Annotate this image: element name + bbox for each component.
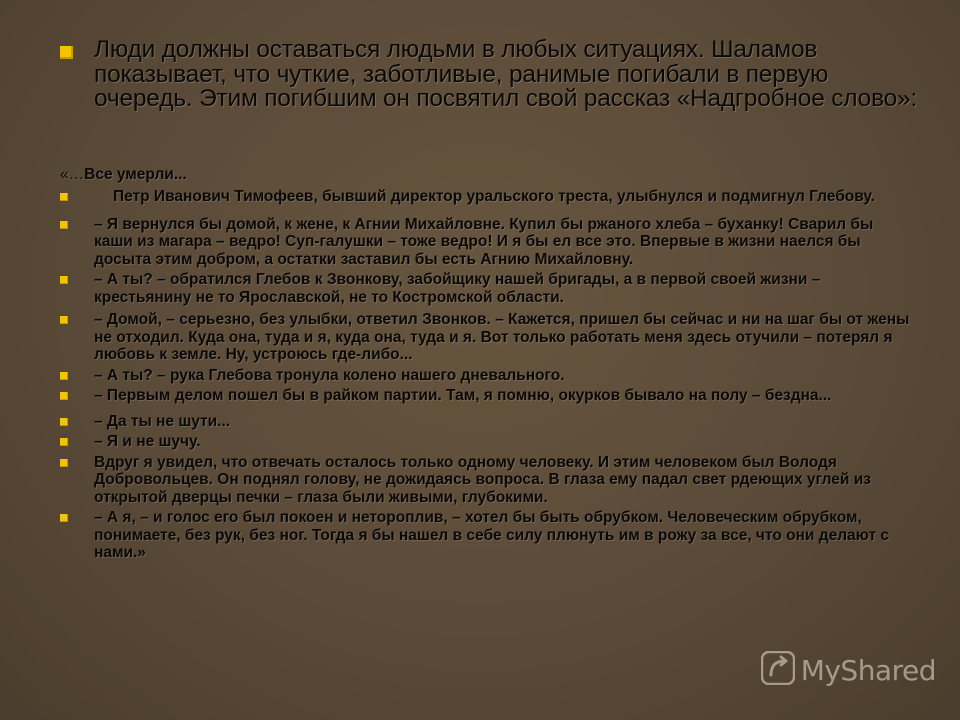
list-item-text: Вдруг я увидел, что отвечать осталось только одному человеку. И этим человеком был Володя Добровольцев. Он поднял голову, не дожидаясь вопроса. В глаза ему падал свет рдеющих углей из открытой дверцы печки – глаза были живыми, глубокими. [94,453,871,506]
list-item [60,367,910,385]
list-item [60,216,910,269]
bullet-square-icon [60,392,68,400]
list-item [60,311,910,364]
watermark-text: MyShared [800,654,936,687]
list-item [60,271,910,306]
list-item [60,433,910,451]
bullet-square-icon [60,193,68,201]
list-item-text: – Я вернулся бы домой, к жене, к Агнии Михайловне. Купил бы ржаного хлеба – буханку! Сварил бы каши из магара – ведро! Суп-галушки – тоже ведро! И я бы ел все это. Впервые в жизни наелся бы досыта этим добром, а остатки заставил бы есть Агнию Михайловну. [94,215,874,268]
bullet-square-icon [60,46,73,59]
list-item-text: – Первым делом пошел бы в райком партии. Там, я помню, окурков бывало на полу – бездна... [94,387,832,404]
watermark [761,651,936,690]
myshared-logo-icon [761,651,795,690]
list-item [60,509,910,562]
quote-intro [60,166,187,184]
list-item-text: – А ты? – рука Глебова тронула колено нашего дневального. [94,366,565,384]
list-item [60,188,910,206]
list-item-text: – Домой, – серьезно, без улыбки, ответил Звонков. – Кажется, пришел бы сейчас и ни на шаг бы от жены не отходил. Куда она, туда и я, куда она, туда и я. Вот только работать меня здесь отучили – потерял я любовь к земле. Ну, устроюсь где-либо... [94,311,910,363]
bullet-square-icon [60,418,68,426]
list-item [60,387,910,405]
bullet-square-icon [60,276,68,284]
bullet-square-icon [60,514,68,522]
quote-open-mark: «… [60,166,85,183]
list-item-text: – А ты? – обратился Глебов к Звонкову, забойщику нашей бригады, а в первой своей жизни – крестьянину не то Ярославской, не то Костромской области. [94,271,821,306]
bullet-square-icon [60,372,68,380]
list-item-text: – Я и не шучу. [94,433,201,450]
list-item [60,413,910,431]
bullet-square-icon [60,316,68,324]
list-item-text: – А я, – и голос его был покоен и нетороплив, – хотел бы быть обрубком. Человеческим обрубком, понимаете, без рук, без ног. Тогда я бы нашел в себе силу плюнуть им в рожу за все, что они делают с нами.» [94,509,890,561]
list-item-text: – Да ты не шути... [94,412,231,430]
list-item [60,454,910,507]
bullet-square-icon [60,459,68,467]
bullet-square-icon [60,221,68,229]
headline-block [60,38,920,112]
list-item-text: Петр Иванович Тимофеев, бывший директор уральского треста, улыбнулся и подмигнул Глебову. [113,188,875,205]
quote-list [60,188,910,562]
headline-text: Люди должны оставаться людьми в любых ситуациях. Шаламов показывает, что чуткие, заботливые, ранимые погибали в первую очередь. Этим погибшим он посвятил свой рассказ «Надгробное слово»: [94,36,918,112]
quote-intro-text: Все умерли... [84,166,187,183]
bullet-square-icon [60,438,68,446]
